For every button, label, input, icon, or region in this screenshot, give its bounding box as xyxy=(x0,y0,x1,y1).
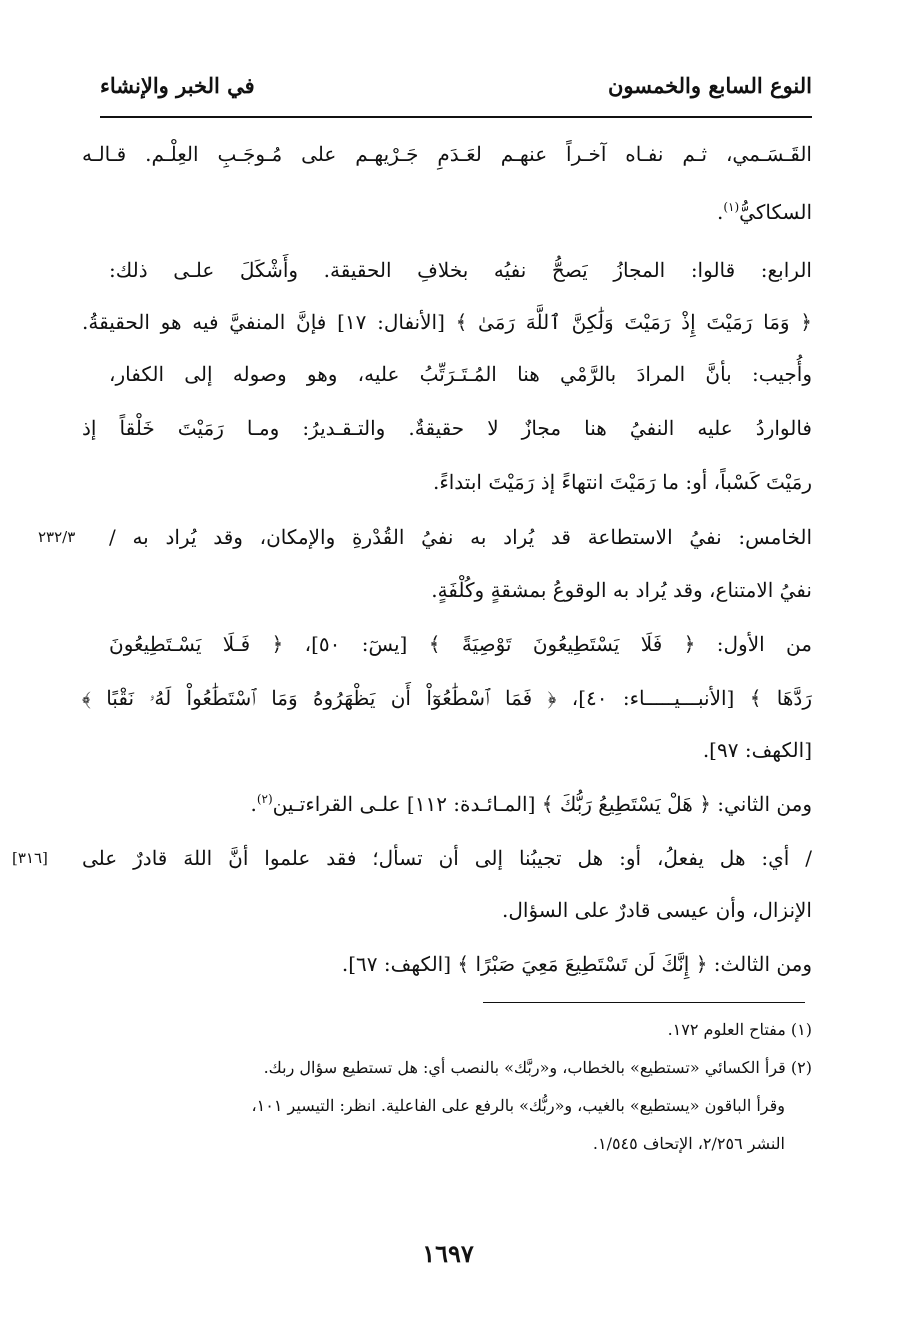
section-title: في الخبر والإنشاء xyxy=(100,73,255,98)
text-line: الرابع: قالوا: المجازُ يَصحُّ نفيُه بخلافِ الحقيقة. وأَشْكَلَ علـى ذلك: xyxy=(109,258,812,282)
text-span: . xyxy=(716,200,724,224)
text-line: القَـسَـمي، ثـم نفـاه آخـراً عنهـم لعَـدَمِ جَـرْيهـم على مُـوجَـبِ العِلْـم. قـالـه xyxy=(82,142,812,166)
text-line xyxy=(82,190,812,234)
text-line: [الكهف: ٩٧]. xyxy=(702,738,812,762)
text-line xyxy=(109,782,812,826)
footnote: (٢) قرأ الكسائي «تستطيع» بالخطاب، و«ربَّك» بالنصب أي: هل تستطيع سؤال ربك. xyxy=(263,1058,812,1077)
text-line: رَدَّهَا ﴾ [الأنبـــيـــــاء: ٤٠]، ﴿ فَمَا ٱسْطَٰعُوٓاْ أَن يَظْهَرُوهُ وَمَا ٱسْتَطَٰعُواْ لَهُۥ نَقْبًا ﴾ xyxy=(82,686,812,710)
text-line: الإنزال، وأن عيسى قادرٌ على السؤال. xyxy=(502,898,812,922)
running-header xyxy=(100,66,812,110)
text-line: ﴿ وَمَا رَمَيْتَ إِذْ رَمَيْتَ وَلَٰكِنَّ ٱللَّهَ رَمَىٰ ﴾ [الأنفال: ١٧] فإنَّ المنفيَّ فيه هو الحقيقةُ. xyxy=(82,310,813,334)
text-line: رمَيْتَ كَسْباً، أو: ما رَمَيْتَ انتهاءً إذ رَمَيْتَ ابتداءً. xyxy=(432,470,812,494)
text-line: من الأول: ﴿ فَلَا يَسْتَطِيعُونَ تَوْصِيَةً ﴾ [يسٓ: ٥٠]، ﴿ فَـلَا يَسْـتَطِيعُونَ xyxy=(109,632,812,656)
text-line: فالواردُ عليه النفيُ هنا مجازٌ لا حقيقةٌ. والتـقـديرُ: ومـا رَمَيْتَ خَلْقاً إذ xyxy=(82,416,812,440)
footnote: (١) مفتاح العلوم ١٧٢. xyxy=(667,1020,812,1039)
chapter-title: النوع السابع والخمسون xyxy=(607,73,812,98)
footnote-continuation: النشر ٢/٢٥٦، الإتحاف ١/٥٤٥. xyxy=(592,1134,785,1153)
text-line: ومن الثالث: ﴿ إِنَّكَ لَن تَسْتَطِيعَ مَعِيَ صَبْرًا ﴾ [الكهف: ٦٧]. xyxy=(341,952,812,976)
footnote-divider xyxy=(483,1002,805,1003)
margin-reference: [٣١٦] xyxy=(12,849,48,867)
footnote-ref: (١) xyxy=(723,200,740,214)
header-divider xyxy=(100,116,812,118)
page-number: ١٦٩٧ xyxy=(422,1239,474,1268)
text-span: السكاكيُّ xyxy=(739,200,812,224)
text-line: / أي: هل يفعلُ، أو: هل تجيبُنا إلى أن تسأل؛ فقد علموا أنَّ اللهَ قادرٌ على xyxy=(82,846,812,870)
text-line: وأُجيب: بأنَّ المرادَ بالرَّمْي هنا المُـتَـرَتِّبُ عليه، وهو وصوله إلى الكفار، xyxy=(109,362,812,386)
margin-reference: ٢٣٢/٣ xyxy=(38,528,76,546)
footnote-continuation: وقرأ الباقون «يستطيع» بالغيب، و«ربُّك» بالرفع على الفاعلية. انظر: التيسير ١٠١، xyxy=(251,1096,785,1115)
text-line: الخامس: نفيُ الاستطاعة قد يُراد به نفيُ القُدْرةِ والإمكان، وقد يُراد به / xyxy=(109,525,812,549)
text-span: ومن الثاني: ﴿ هَلْ يَسْتَطِيعُ رَبُّكَ ﴾ [المـائـدة: ١١٢] علـى القراءتـين xyxy=(272,792,812,816)
text-line: نفيُ الامتناع، وقد يُراد به الوقوعُ بمشقةٍ وكُلْفَةٍ. xyxy=(431,578,812,602)
text-span: . xyxy=(250,792,257,816)
footnote-ref: (٢) xyxy=(256,792,273,806)
